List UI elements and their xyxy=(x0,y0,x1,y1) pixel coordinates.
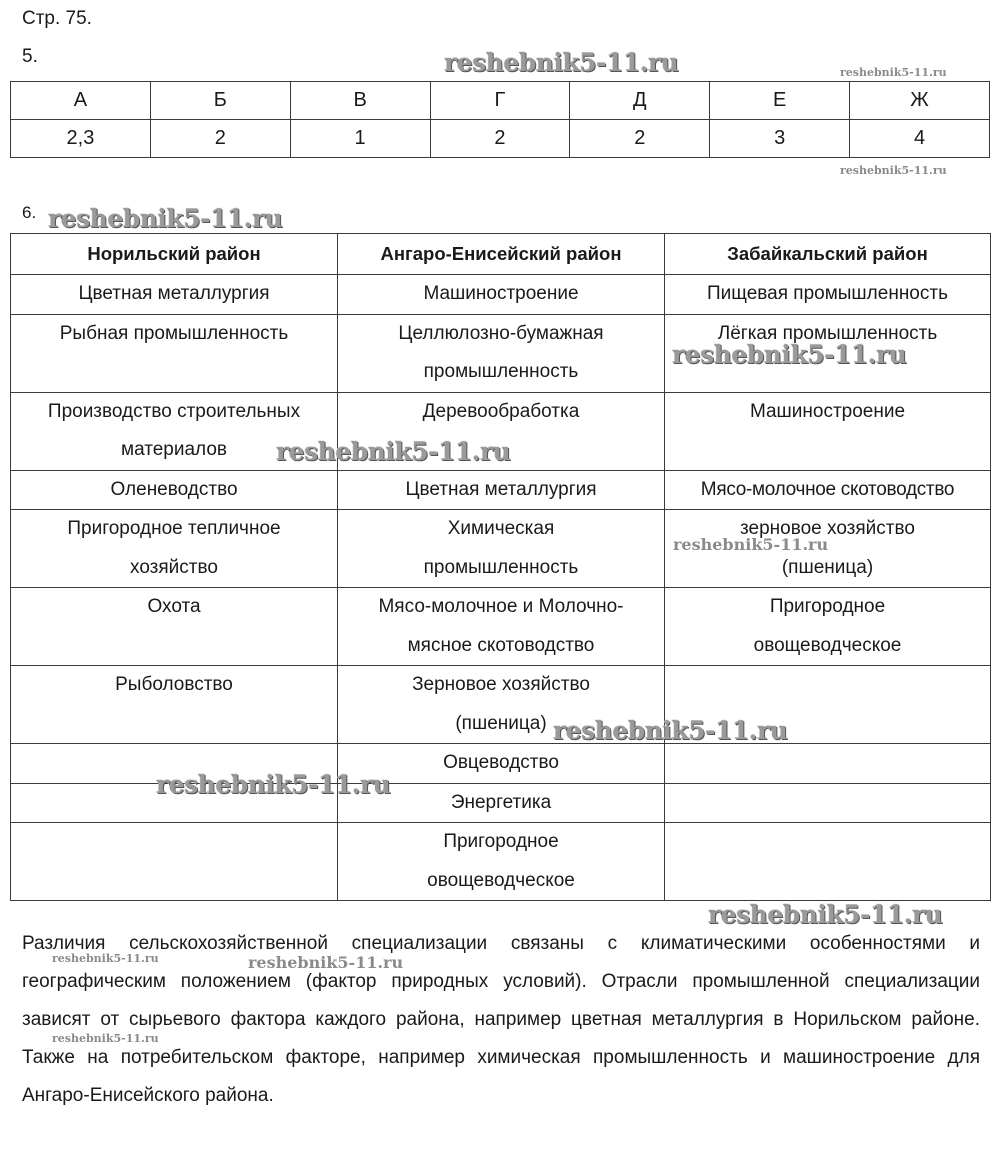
table-header-row xyxy=(11,82,990,120)
task5-number: 5. xyxy=(22,46,38,67)
table-cell: Оленеводство xyxy=(11,470,338,510)
table-row xyxy=(11,392,991,470)
header-cell: Д xyxy=(570,82,710,120)
table-row xyxy=(11,744,991,784)
table-cell xyxy=(11,823,338,901)
header-cell: А xyxy=(11,82,151,120)
value-cell: 2 xyxy=(150,120,290,158)
table-row xyxy=(11,783,991,823)
value-cell: 1 xyxy=(290,120,430,158)
table-cell: Зерновое хозяйство (пшеница) xyxy=(338,666,665,744)
header-cell: В xyxy=(290,82,430,120)
watermark: reshebnik5-11.ru xyxy=(708,900,943,929)
table-cell xyxy=(665,783,991,823)
table-cell: Рыбная промышленность xyxy=(11,314,338,392)
header-zabaikal: Забайкальский район xyxy=(665,234,991,275)
table-cell: Целлюлозно-бумажная промышленность xyxy=(338,314,665,392)
value-cell: 2 xyxy=(570,120,710,158)
table-row xyxy=(11,823,991,901)
table-header-row xyxy=(11,234,991,275)
table-cell: Пригородное овощеводческое xyxy=(665,588,991,666)
watermark: reshebnik5-11.ru xyxy=(276,437,511,466)
watermark: reshebnik5-11.ru xyxy=(156,770,391,799)
task6-number: 6. xyxy=(22,203,37,222)
header-cell: Е xyxy=(710,82,850,120)
watermark: reshebnik5-11.ru xyxy=(672,340,907,369)
table-cell xyxy=(11,744,338,784)
table-cell xyxy=(11,783,338,823)
table-cell: Машиностроение xyxy=(665,392,991,470)
header-cell: Ж xyxy=(850,82,990,120)
header-norilsk: Норильский район xyxy=(11,234,338,275)
table-cell: Энергетика xyxy=(338,783,665,823)
table-cell: Пищевая промышленность xyxy=(665,275,991,315)
watermark: reshebnik5-11.ru xyxy=(840,164,947,177)
value-cell: 3 xyxy=(710,120,850,158)
table-cell xyxy=(665,666,991,744)
table-cell: Мясо-молочное скотоводство xyxy=(665,470,991,510)
watermark: reshebnik5-11.ru xyxy=(673,535,829,554)
table-cell xyxy=(665,744,991,784)
watermark: reshebnik5-11.ru xyxy=(840,66,947,79)
table-cell: Рыболовство xyxy=(11,666,338,744)
table-cell: Химическая промышленность xyxy=(338,510,665,588)
table-row xyxy=(11,588,991,666)
table-cell: Лёгкая промышленность xyxy=(665,314,991,392)
table-cell: Охота xyxy=(11,588,338,666)
watermark: reshebnik5-11.ru xyxy=(52,952,159,965)
table-cell xyxy=(665,823,991,901)
watermark: reshebnik5-11.ru xyxy=(444,48,679,77)
header-cell: Г xyxy=(430,82,570,120)
table-cell: Мясо-молочное и Молочно-мясное скотоводство xyxy=(338,588,665,666)
table-cell: Пригородное овощеводческое xyxy=(338,823,665,901)
table-cell: Овцеводство xyxy=(338,744,665,784)
table-cell: зерновое хозяйство (пшеница) xyxy=(665,510,991,588)
watermark: reshebnik5-11.ru xyxy=(248,953,404,972)
table-row xyxy=(11,470,991,510)
watermark: reshebnik5-11.ru xyxy=(553,716,788,745)
table-cell: Пригородное тепличное хозяйство xyxy=(11,510,338,588)
value-cell: 2 xyxy=(430,120,570,158)
table-row xyxy=(11,275,991,315)
conclusion-paragraph: Различия сельскохозяйственной специализации связаны с климатическими особенностями и географическим положением (фактор природных условий). Отрасли промышленной специализации зависят от сырьевого фактора каждого района, например цветная металлургия в Норильском районе. Также на потребительском факторе, например химическая промышленность и машиностроение для Ангаро-Енисейского района. xyxy=(22,933,980,1106)
table-cell: Цветная металлургия xyxy=(11,275,338,315)
table-row xyxy=(11,666,991,744)
table-cell: Деревообработка xyxy=(338,392,665,470)
table-row xyxy=(11,510,991,588)
header-angara-yenisei: Ангаро-Енисейский район xyxy=(338,234,665,275)
header-cell: Б xyxy=(150,82,290,120)
table-cell: Машиностроение xyxy=(338,275,665,315)
table-row xyxy=(11,314,991,392)
watermark: reshebnik5-11.ru xyxy=(48,204,283,233)
value-cell: 2,3 xyxy=(11,120,151,158)
task6-regions-table xyxy=(10,233,991,901)
watermark: reshebnik5-11.ru xyxy=(52,1032,159,1045)
table-row xyxy=(11,120,990,158)
table-cell: Производство строительных материалов xyxy=(11,392,338,470)
value-cell: 4 xyxy=(850,120,990,158)
table-cell: Цветная металлургия xyxy=(338,470,665,510)
task5-answer-table xyxy=(10,81,990,158)
page-heading: Стр. 75. xyxy=(22,8,92,29)
